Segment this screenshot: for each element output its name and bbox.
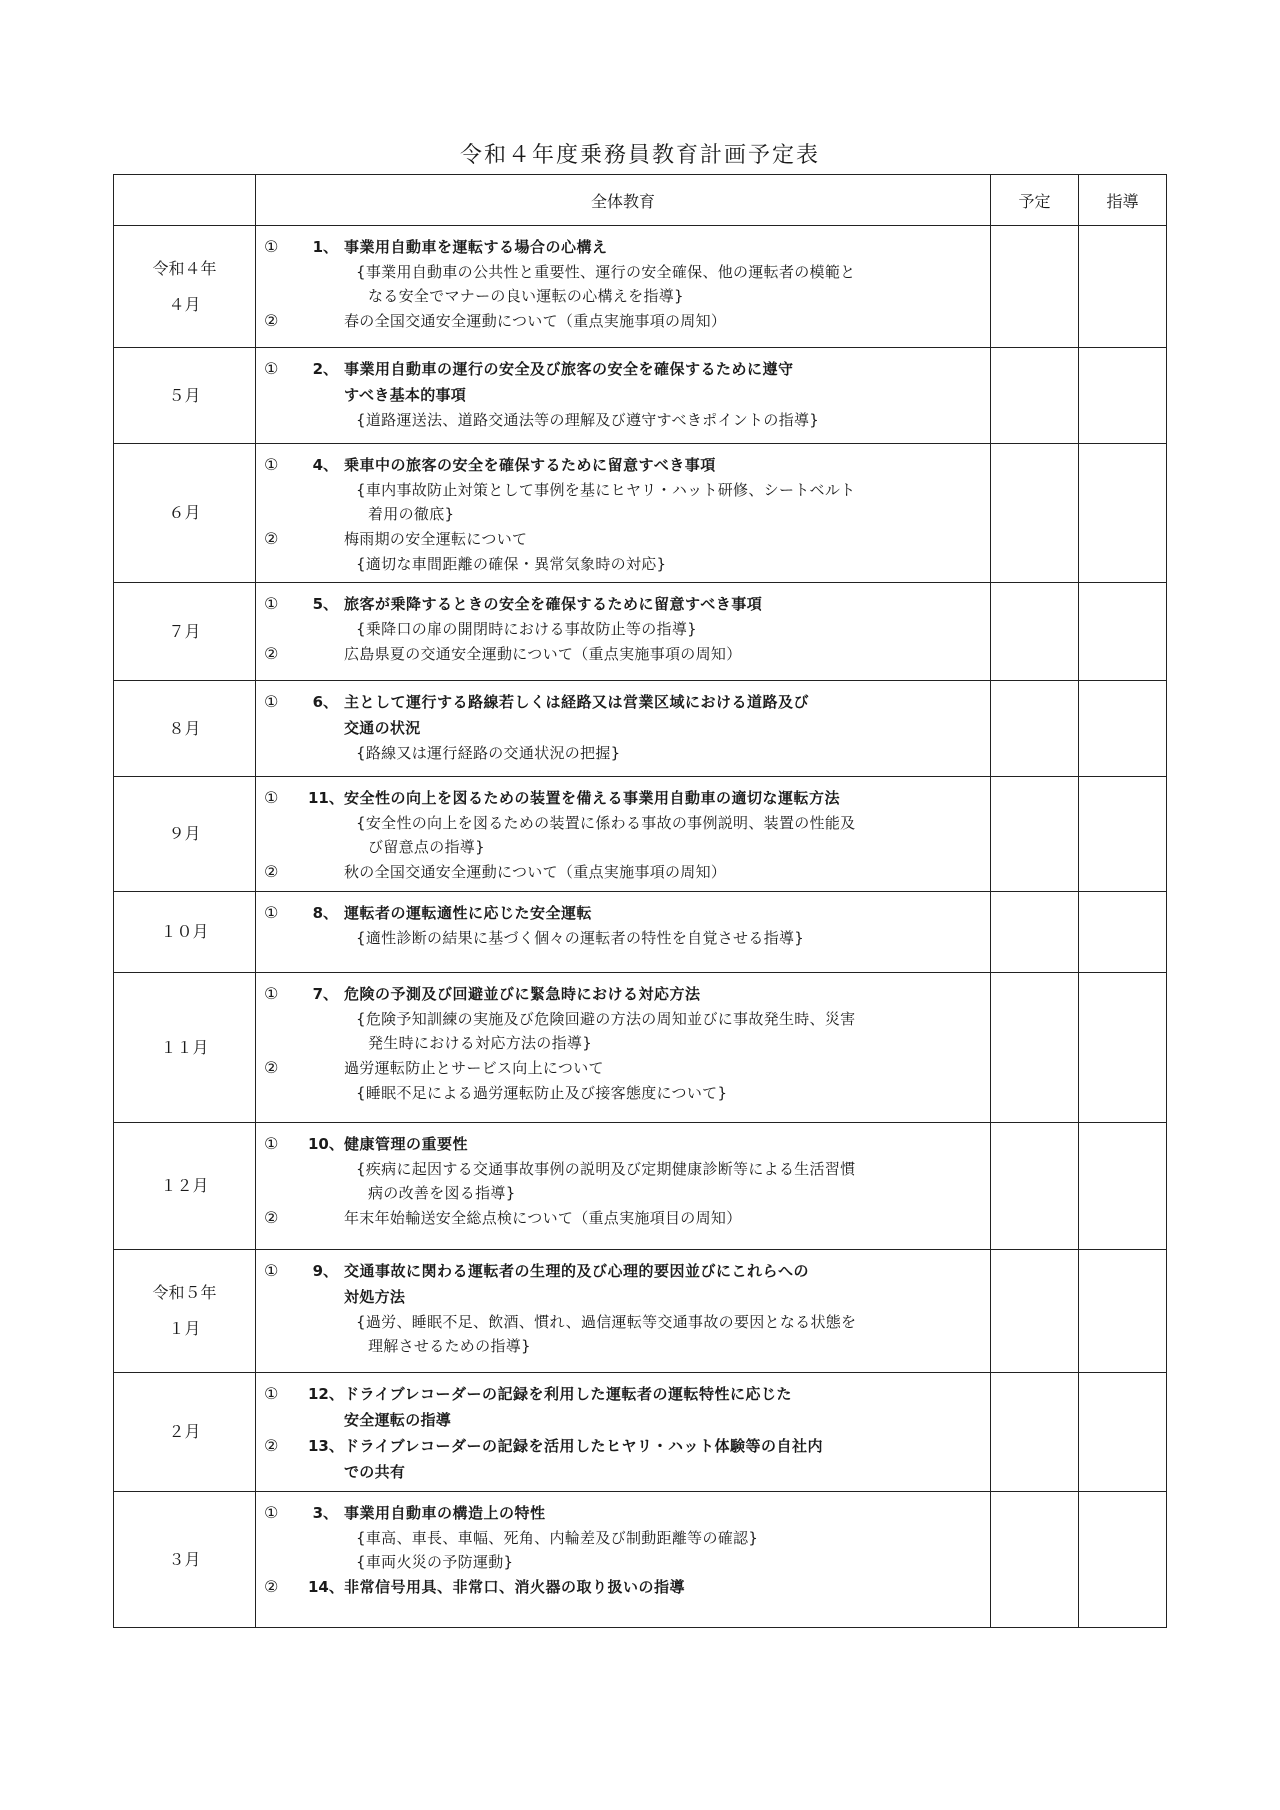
item-text: 年末年始輸送安全総点検について（重点実施項目の周知） — [344, 1209, 742, 1227]
table-row — [114, 226, 1167, 348]
list-item — [264, 1258, 984, 1284]
item-text: 春の全国交通安全運動について（重点実施事項の周知） — [344, 312, 727, 330]
item-heading-cont: での共有 — [344, 1463, 406, 1481]
item-text: 梅雨期の安全運転について — [344, 530, 528, 548]
month-line: ４月 — [168, 294, 201, 314]
item-number: 12、 — [308, 1385, 344, 1403]
item-marker: ① — [264, 788, 279, 807]
item-number: 6、 — [312, 693, 338, 711]
table-row — [114, 681, 1167, 777]
list-item — [264, 785, 984, 811]
detail-line: {路線又は運行経路の交通状況の把握} — [356, 744, 621, 762]
content-cell — [256, 892, 991, 973]
list-item — [264, 1055, 984, 1081]
detail-line: {車高、車長、車幅、死角、内輪差及び制動距離等の確認} — [356, 1529, 759, 1547]
plan-cell[interactable] — [991, 1250, 1079, 1373]
item-marker: ① — [264, 594, 279, 613]
detail-line: 病の改善を図る指導} — [368, 1184, 516, 1202]
item-number: 5、 — [312, 595, 338, 613]
item-number: 9、 — [312, 1262, 338, 1280]
content-cell — [256, 226, 991, 348]
item-details — [264, 1007, 984, 1055]
month-line: 令和５年 — [152, 1283, 217, 1302]
guidance-cell[interactable] — [1079, 777, 1167, 892]
month-line: １１月 — [160, 1037, 209, 1057]
item-marker: ② — [264, 1577, 279, 1596]
item-details — [264, 478, 984, 526]
month-cell — [114, 226, 256, 348]
item-heading-cont: 安全運転の指導 — [344, 1411, 452, 1429]
item-heading: 交通事故に関わる運転者の生理的及び心理的要因並びにこれらへの — [344, 1262, 810, 1280]
item-marker: ① — [264, 1134, 279, 1153]
item-details — [264, 260, 984, 308]
month-line: ８月 — [168, 718, 201, 738]
item-details — [264, 1526, 984, 1574]
header-content: 全体教育 — [256, 175, 991, 226]
month-line: １月 — [168, 1319, 201, 1338]
detail-line: {適性診断の結果に基づく個々の運転者の特性を自覚させる指導} — [356, 929, 805, 947]
item-details — [264, 1081, 984, 1105]
item-heading: 安全性の向上を図るための装置を備える事業用自動車の適切な運転方法 — [344, 789, 841, 807]
item-heading: 主として運行する路線若しくは経路又は営業区域における道路及び — [344, 693, 810, 711]
guidance-cell[interactable] — [1079, 348, 1167, 444]
list-item — [264, 591, 984, 617]
guidance-cell[interactable] — [1079, 681, 1167, 777]
item-number: 11、 — [308, 789, 344, 807]
plan-cell[interactable] — [991, 892, 1079, 973]
detail-line: {車両火災の予防運動} — [356, 1553, 514, 1571]
guidance-cell[interactable] — [1079, 583, 1167, 681]
month-cell — [114, 892, 256, 973]
month-cell — [114, 348, 256, 444]
item-marker: ① — [264, 903, 279, 922]
month-cell — [114, 1492, 256, 1628]
plan-cell[interactable] — [991, 444, 1079, 583]
guidance-cell[interactable] — [1079, 1492, 1167, 1628]
plan-body — [114, 226, 1167, 1628]
item-heading-cont: 交通の状況 — [344, 719, 421, 737]
detail-line: {適切な車間距離の確保・異常気象時の対応} — [356, 555, 667, 573]
item-details — [264, 617, 984, 641]
item-number: 14、 — [308, 1578, 344, 1596]
item-marker: ① — [264, 1384, 279, 1403]
page-title: 令和４年度乗務員教育計画予定表 — [459, 143, 820, 168]
detail-line: {過労、睡眠不足、飲酒、慣れ、過信運転等交通事故の要因となる状態を — [356, 1313, 857, 1331]
item-heading: 運転者の運転適性に応じた安全運転 — [344, 904, 593, 922]
list-item — [264, 1205, 984, 1231]
month-cell — [114, 1373, 256, 1492]
item-heading: 危険の予測及び回避並びに緊急時における対応方法 — [344, 985, 701, 1003]
item-marker: ② — [264, 862, 279, 881]
item-number: 4、 — [312, 456, 338, 474]
table-row — [114, 973, 1167, 1123]
item-text: 秋の全国交通安全運動について（重点実施事項の周知） — [344, 863, 727, 881]
item-heading-cont: 対処方法 — [344, 1288, 406, 1306]
item-marker: ① — [264, 455, 279, 474]
item-marker: ① — [264, 237, 279, 256]
content-cell — [256, 777, 991, 892]
item-heading: 事業用自動車の構造上の特性 — [344, 1504, 546, 1522]
detail-line: {安全性の向上を図るための装置に係わる事故の事例説明、装置の性能及 — [356, 814, 856, 832]
list-item — [264, 452, 984, 478]
guidance-cell[interactable] — [1079, 973, 1167, 1123]
detail-line: {睡眠不足による過労運転防止及び接客態度について} — [356, 1084, 728, 1102]
month-line: １２月 — [160, 1176, 209, 1195]
table-row — [114, 583, 1167, 681]
item-details — [264, 1157, 984, 1205]
item-text: 広島県夏の交通安全運動について（重点実施事項の周知） — [344, 645, 742, 663]
item-details — [264, 552, 984, 576]
item-details — [264, 408, 984, 432]
month-line: ５月 — [168, 385, 201, 405]
content-cell — [256, 348, 991, 444]
item-marker: ② — [264, 1058, 279, 1077]
plan-cell[interactable] — [991, 1373, 1079, 1492]
guidance-cell[interactable] — [1079, 1250, 1167, 1373]
item-marker: ① — [264, 1503, 279, 1522]
month-line: １０月 — [160, 922, 209, 941]
item-details — [264, 741, 984, 765]
item-marker: ① — [264, 359, 279, 378]
detail-line: {事業用自動車の公共性と重要性、運行の安全確保、他の運転者の模範と — [356, 263, 856, 281]
list-item — [264, 981, 984, 1007]
month-cell — [114, 973, 256, 1123]
item-details — [264, 1310, 984, 1358]
plan-cell[interactable] — [991, 777, 1079, 892]
plan-cell[interactable] — [991, 348, 1079, 444]
detail-line: なる安全でマナーの良い運転の心構えを指導} — [368, 287, 684, 305]
list-item — [264, 900, 984, 926]
month-cell — [114, 1250, 256, 1373]
detail-line: び留意点の指導} — [368, 838, 485, 856]
item-marker: ① — [264, 1261, 279, 1280]
table-row — [114, 777, 1167, 892]
content-cell — [256, 973, 991, 1123]
detail-line: {道路運送法、道路交通法等の理解及び遵守すべきポイントの指導} — [356, 411, 820, 429]
item-number: 10、 — [308, 1135, 344, 1153]
content-cell — [256, 1123, 991, 1250]
plan-cell[interactable] — [991, 583, 1079, 681]
item-details — [264, 926, 984, 950]
item-number: 2、 — [312, 360, 338, 378]
item-heading: 旅客が乗降するときの安全を確保するために留意すべき事項 — [344, 595, 763, 613]
item-details — [264, 811, 984, 859]
plan-cell[interactable] — [991, 973, 1079, 1123]
item-heading: ドライブレコーダーの記録を活用したヒヤリ・ハット体験等の自社内 — [344, 1437, 824, 1455]
item-heading: 非常信号用具、非常口、消火器の取り扱いの指導 — [344, 1578, 686, 1596]
detail-line: {車内事故防止対策として事例を基にヒヤリ・ハット研修、シートベルト — [356, 481, 856, 499]
table-row — [114, 1373, 1167, 1492]
header-row — [114, 175, 1167, 226]
table-row — [114, 444, 1167, 583]
guidance-cell[interactable] — [1079, 226, 1167, 348]
item-marker: ② — [264, 644, 279, 663]
header-month — [114, 175, 256, 226]
plan-cell[interactable] — [991, 226, 1079, 348]
list-item — [264, 1381, 984, 1407]
list-item — [264, 1500, 984, 1526]
plan-cell[interactable] — [991, 681, 1079, 777]
item-marker: ② — [264, 311, 279, 330]
list-item — [264, 526, 984, 552]
list-item — [264, 859, 984, 885]
item-number: 3、 — [312, 1504, 338, 1522]
month-line: ６月 — [168, 503, 201, 522]
content-cell — [256, 583, 991, 681]
list-item — [264, 234, 984, 260]
content-cell — [256, 681, 991, 777]
item-heading: ドライブレコーダーの記録を利用した運転者の運転特性に応じた — [344, 1385, 793, 1403]
month-cell — [114, 444, 256, 583]
item-number: 8、 — [312, 904, 338, 922]
item-heading: 乗車中の旅客の安全を確保するために留意すべき事項 — [344, 456, 716, 474]
month-line: ３月 — [168, 1549, 201, 1569]
month-cell — [114, 583, 256, 681]
month-line: ７月 — [168, 621, 201, 641]
table-row — [114, 1492, 1167, 1628]
item-number: 1、 — [312, 238, 338, 256]
content-cell — [256, 444, 991, 583]
list-item — [264, 1131, 984, 1157]
plan-cell[interactable] — [991, 1123, 1079, 1250]
guidance-cell[interactable] — [1079, 1373, 1167, 1492]
month-cell — [114, 777, 256, 892]
header-guidance: 指導 — [1079, 175, 1167, 226]
plan-cell[interactable] — [991, 1492, 1079, 1628]
table-row — [114, 1250, 1167, 1373]
month-cell — [114, 681, 256, 777]
content-cell — [256, 1373, 991, 1492]
detail-line: {疾病に起因する交通事故事例の説明及び定期健康診断等による生活習慣 — [356, 1160, 856, 1178]
detail-line: 発生時における対応方法の指導} — [368, 1034, 593, 1052]
month-line: ９月 — [168, 824, 201, 843]
item-number: 7、 — [312, 985, 338, 1003]
content-cell — [256, 1492, 991, 1628]
detail-line: {危険予知訓練の実施及び危険回避の方法の周知並びに事故発生時、災害 — [356, 1010, 856, 1028]
item-heading: 事業用自動車を運転する場合の心構え — [344, 238, 608, 256]
item-marker: ② — [264, 1208, 279, 1227]
list-item — [264, 308, 984, 334]
month-cell — [114, 1123, 256, 1250]
guidance-cell[interactable] — [1079, 444, 1167, 583]
detail-line: 理解させるための指導} — [368, 1337, 531, 1355]
item-heading-cont: すべき基本的事項 — [344, 386, 467, 404]
list-item — [264, 1433, 984, 1459]
item-heading: 健康管理の重要性 — [344, 1135, 469, 1153]
item-marker: ② — [264, 1436, 279, 1455]
item-marker: ① — [264, 984, 279, 1003]
month-line: ２月 — [168, 1422, 201, 1441]
list-item — [264, 356, 984, 382]
table-row — [114, 1123, 1167, 1250]
list-item — [264, 1574, 984, 1600]
table-row — [114, 892, 1167, 973]
header-plan: 予定 — [991, 175, 1079, 226]
month-line: 令和４年 — [152, 258, 217, 278]
item-marker: ① — [264, 692, 279, 711]
item-number: 13、 — [308, 1437, 344, 1455]
list-item — [264, 689, 984, 715]
table-row — [114, 348, 1167, 444]
guidance-cell[interactable] — [1079, 892, 1167, 973]
list-item — [264, 641, 984, 667]
detail-line: 着用の徹底} — [368, 505, 455, 523]
guidance-cell[interactable] — [1079, 1123, 1167, 1250]
item-heading: 事業用自動車の運行の安全及び旅客の安全を確保するために遵守 — [344, 360, 794, 378]
content-cell — [256, 1250, 991, 1373]
detail-line: {乗降口の扉の開閉時における事故防止等の指導} — [356, 620, 697, 638]
education-plan-table — [113, 174, 1167, 1628]
item-text: 過労運転防止とサービス向上について — [344, 1059, 604, 1077]
item-marker: ② — [264, 529, 279, 548]
